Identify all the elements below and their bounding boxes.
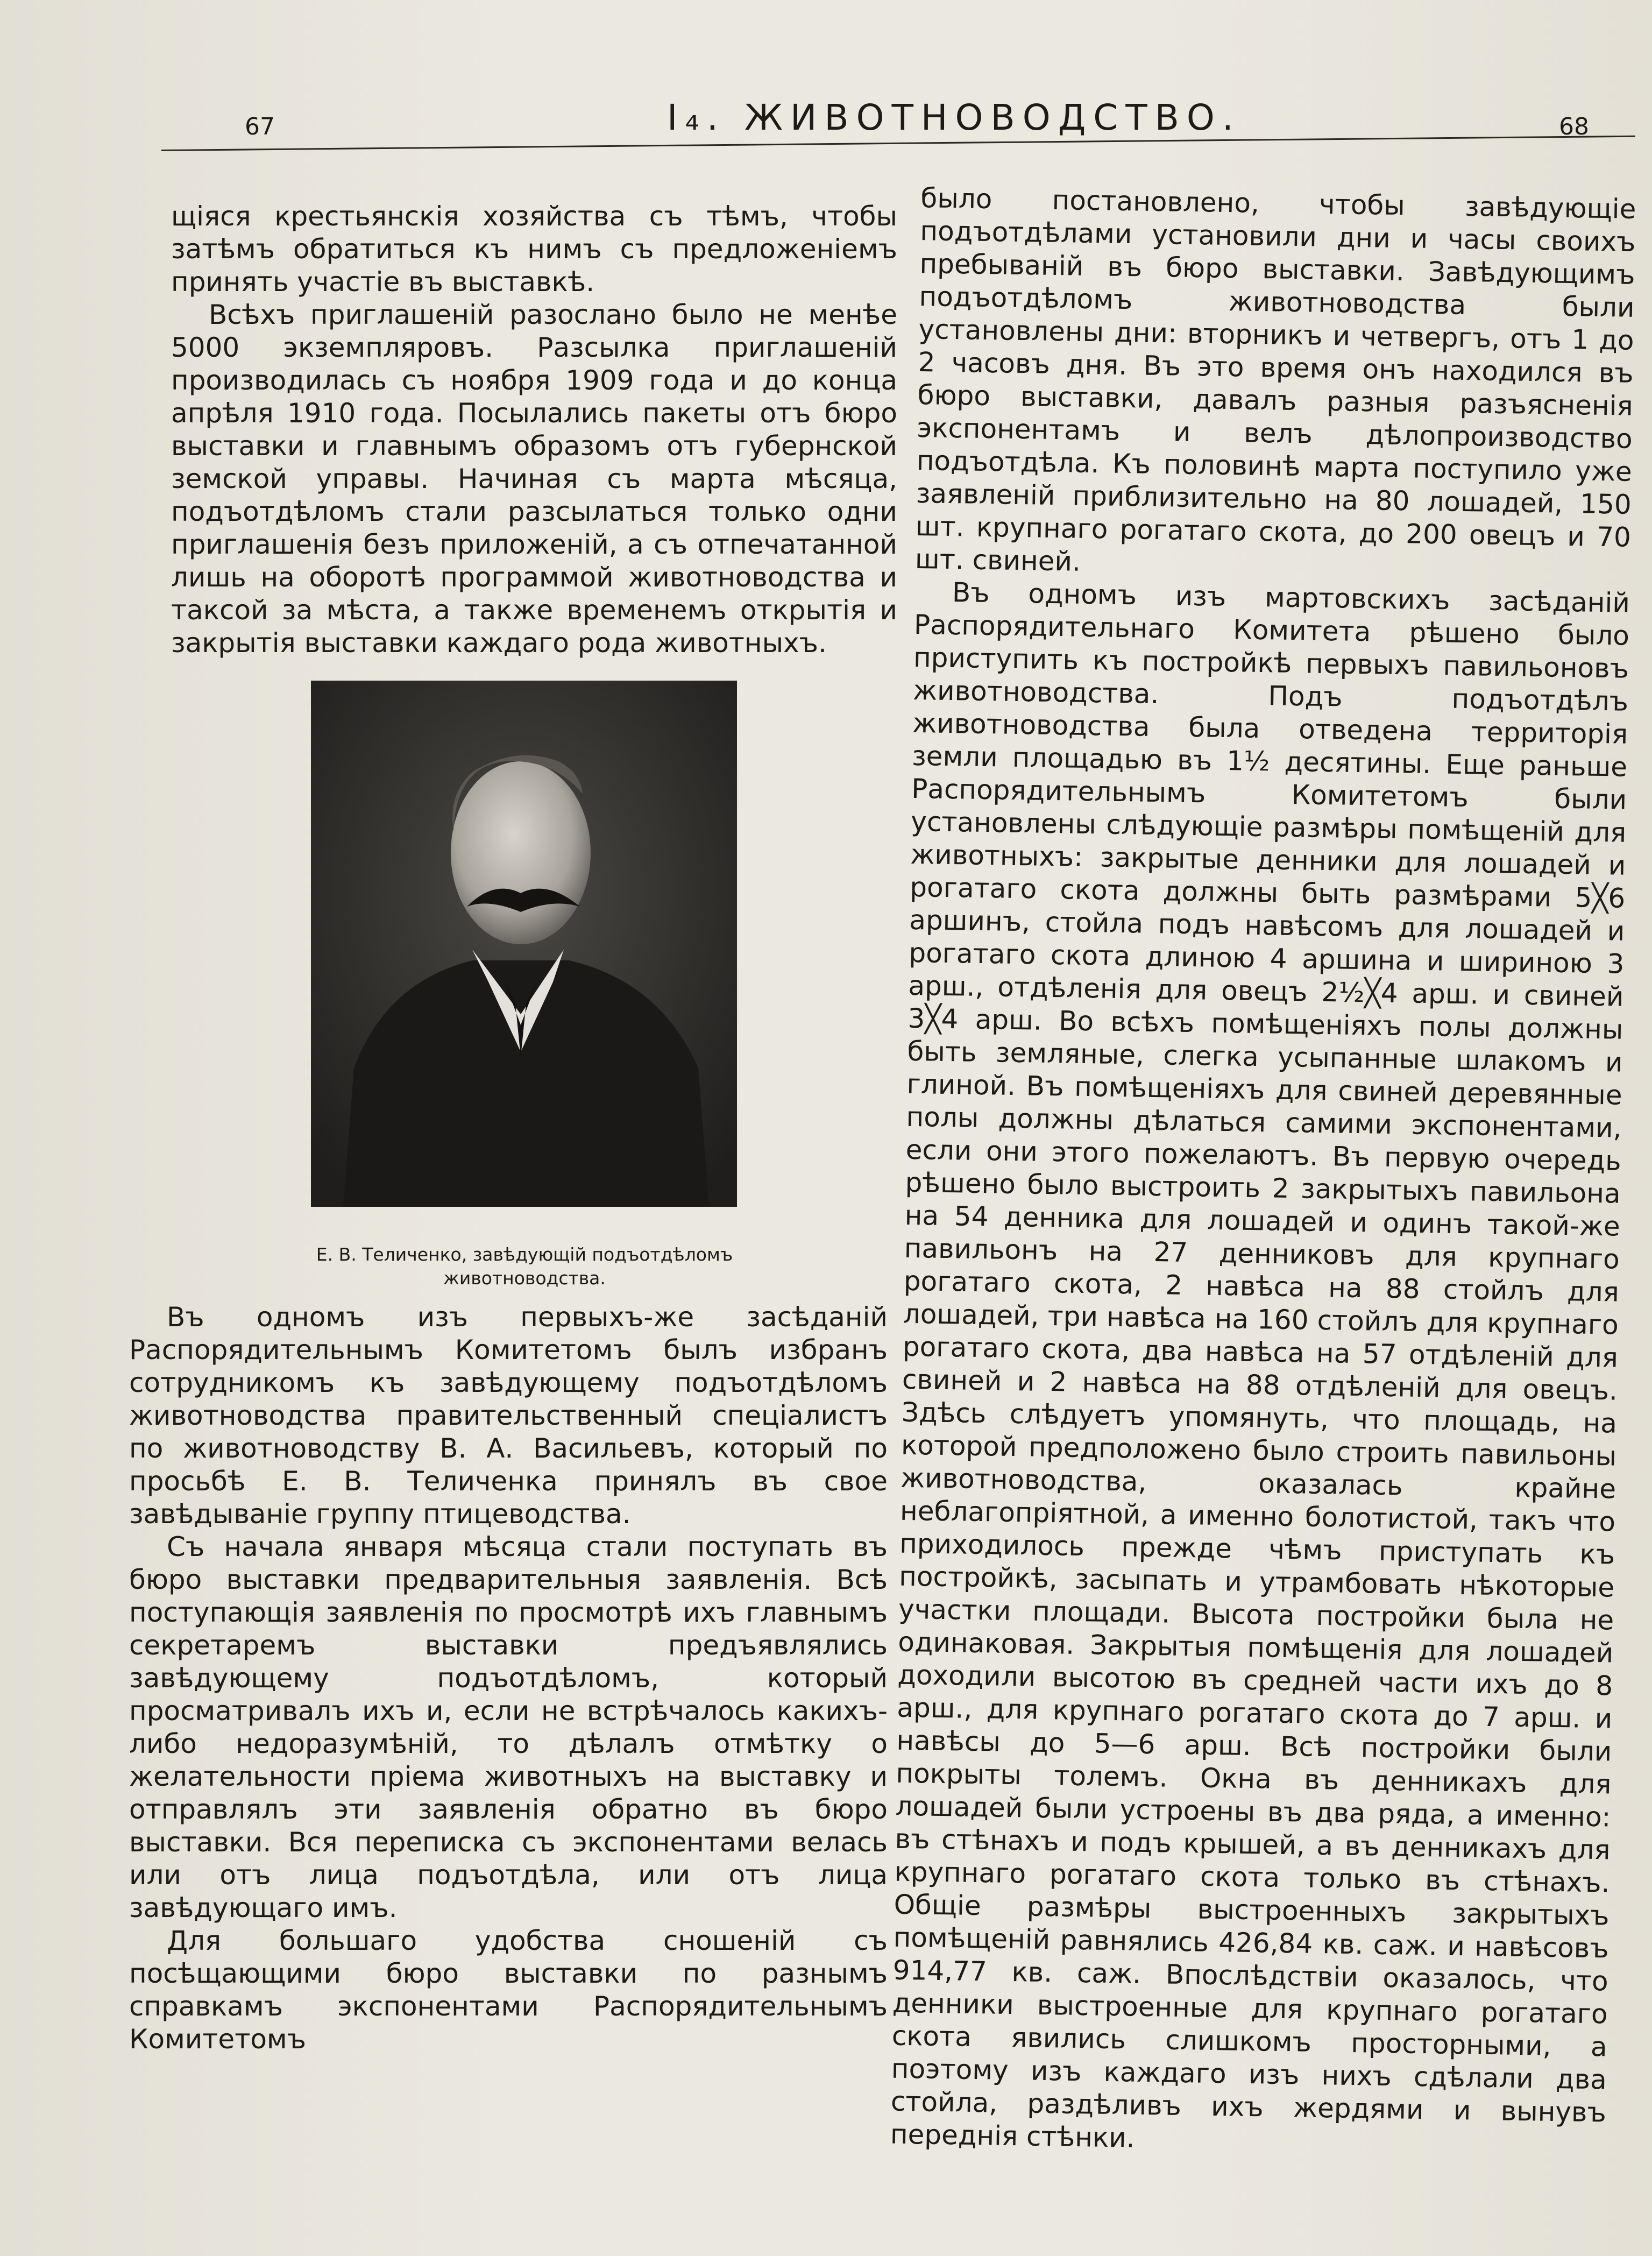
paragraph: Въ одномъ изъ мартовскихъ засѣданій Распорядительнаго Комитета рѣшено было приступить къ постройкѣ первыхъ павильоновъ животноводства. Подъ подъотдѣлъ животноводства была отведена территорія земли площадью въ 1½ десятины. Еще раньше Распорядительнымъ Комитетомъ были установлены слѣдующіе размѣры помѣщеній для животныхъ: закрытые денники для лошадей и рогатаго скота должны быть размѣрами 5╳6 аршинъ, стойла подъ навѣсомъ для лошадей и рогатаго скота длиною 4 аршина и шириною 3 арш., отдѣленія для овецъ 2½╳4 арш. и свиней 3╳4 арш. Во всѣхъ помѣщеніяхъ полы должны быть земляные, слегка усыпанные шлакомъ и глиной. Въ помѣщеніяхъ для свиней деревянные полы должны дѣлаться самими экспонентами, если они этого пожелаютъ. Въ первую очередь рѣшено было выстроить 2 закрытыхъ павильона на 54 денника для лошадей и одинъ такой-же павильонъ на 27 денниковъ для крупнаго рогатаго скота, 2 навѣса на 88 стойлъ для лошадей, три навѣса на 160 стойлъ для крупнаго рогатаго скота, два навѣса на 57 отдѣленій для свиней и 2 навѣса на 88 отдѣленій для овецъ. Здѣсь слѣдуетъ упомянуть, что площадь, на которой предположено было строить павильоны животноводства, оказалась крайне неблагопріятной, а именно болотистой, такъ что приходилось прежде чѣмъ приступать къ постройкѣ, засыпать и утрамбовать нѣкоторые участки площади. Высота постройки была не одинаковая. Закрытыя помѣщенія для лошадей доходили высотою въ средней части ихъ до 8 арш., для крупнаго рогатаго скота до 7 арш. и навѣсы до 5—6 арш. Всѣ постройки были покрыты толемъ. Окна въ денникахъ для лошадей были устроены въ два ряда, а именно: въ стѣнахъ и подъ крышей, а въ денникахъ для крупнаго рогатаго скота только въ стѣнахъ. Общіе размѣры выстроенныхъ закрытыхъ помѣщеній равнялись 426,84 кв. саж. и навѣсовъ 914,77 кв. саж. Впослѣдствіи оказалось, что денники выстроенные для крупнаго рогатаго скота явились слишкомъ просторными, а поэтому изъ каждаго изъ нихъ сдѣлали два стойла, раздѣливъ ихъ жердями и вынувъ переднія стѣнки. <box>890 577 1630 2154</box>
paragraph: Всѣхъ приглашеній разослано было не менѣе 5000 экземпляровъ. Разсылка приглашеній производилась съ ноября 1909 года и до конца апрѣля 1910 года. Посылались пакеты отъ бюро выставки и главнымъ образомъ отъ губернской земской управы. Начиная съ марта мѣсяца, подъотдѣломъ стали разсылаться только одни приглашенія безъ приложеній, а съ отпечатанной лишь на оборотѣ программой животноводства и таксой за мѣста, а также временемъ открытія и закрытія выставки каждаго рода животныхъ. <box>171 299 897 659</box>
page-number-left: 67 <box>245 113 275 140</box>
paragraph: Въ одномъ изъ первыхъ-же засѣданій Распорядительнымъ Комитетомъ былъ избранъ сотрудникомъ къ завѣдующему подъотдѣломъ животноводства правительственный спеціалистъ по животноводству В. А. Васильевъ, который по просьбѣ Е. В. Теличенка принялъ въ свое завѣдываніе группу птицеводства. <box>129 1302 888 1530</box>
portrait-photo <box>311 681 737 1207</box>
left-column-top <box>171 200 897 660</box>
page-number-right: 68 <box>1559 113 1589 140</box>
paragraph: Съ начала января мѣсяца стали поступать въ бюро выставки предварительныя заявленія. Всѣ поступающія заявленія по просмотрѣ ихъ главнымъ секретаремъ выставки предъявлялись завѣдующему подъотдѣломъ, который просматривалъ ихъ и, если не встрѣчалось какихъ-либо недоразумѣній, то дѣлалъ отмѣтку о желательности пріема животныхъ на выставку и отправлялъ эти заявленія обратно въ бюро выставки. Вся переписка съ экспонентами велась или отъ лица подъотдѣла, или отъ лица завѣдующаго имъ. <box>129 1531 888 1923</box>
photo-caption: Е. В. Теличенко, завѣдующій подъотдѣломъ животноводства. <box>316 1244 733 1289</box>
running-title: I₄. ЖИВОТНОВОДСТВО. <box>667 97 1241 138</box>
paragraph: щіяся крестьянскія хозяйства съ тѣмъ, чтобы затѣмъ обратиться къ нимъ съ предложеніемъ принять участіе въ выставкѣ. <box>171 201 897 298</box>
right-column <box>890 182 1636 2162</box>
left-column-bottom <box>129 1301 888 2056</box>
portrait-illustration <box>311 681 737 1207</box>
page-header <box>0 91 1652 156</box>
paragraph: было постановлено, чтобы завѣдующіе подъотдѣлами установили дни и часы своихъ пребываній въ бюро выставки. Завѣдующимъ подъотдѣломъ животноводства были установлены дни: вторникъ и четвергъ, отъ 1 до 2 часовъ дня. Въ это время онъ находился въ бюро выставки, давалъ разныя разъясненія экспонентамъ и велъ дѣлопроизводство подъотдѣла. Къ половинѣ марта поступило уже заявленій приблизительно на 80 лошадей, 150 шт. крупнаго рогатаго скота, до 200 овецъ и 70 шт. свиней. <box>914 182 1636 577</box>
paragraph: Для большаго удобства сношеній съ посѣщающими бюро выставки по разнымъ справкамъ экспонентами Распорядительнымъ Комитетомъ <box>129 1925 888 2055</box>
